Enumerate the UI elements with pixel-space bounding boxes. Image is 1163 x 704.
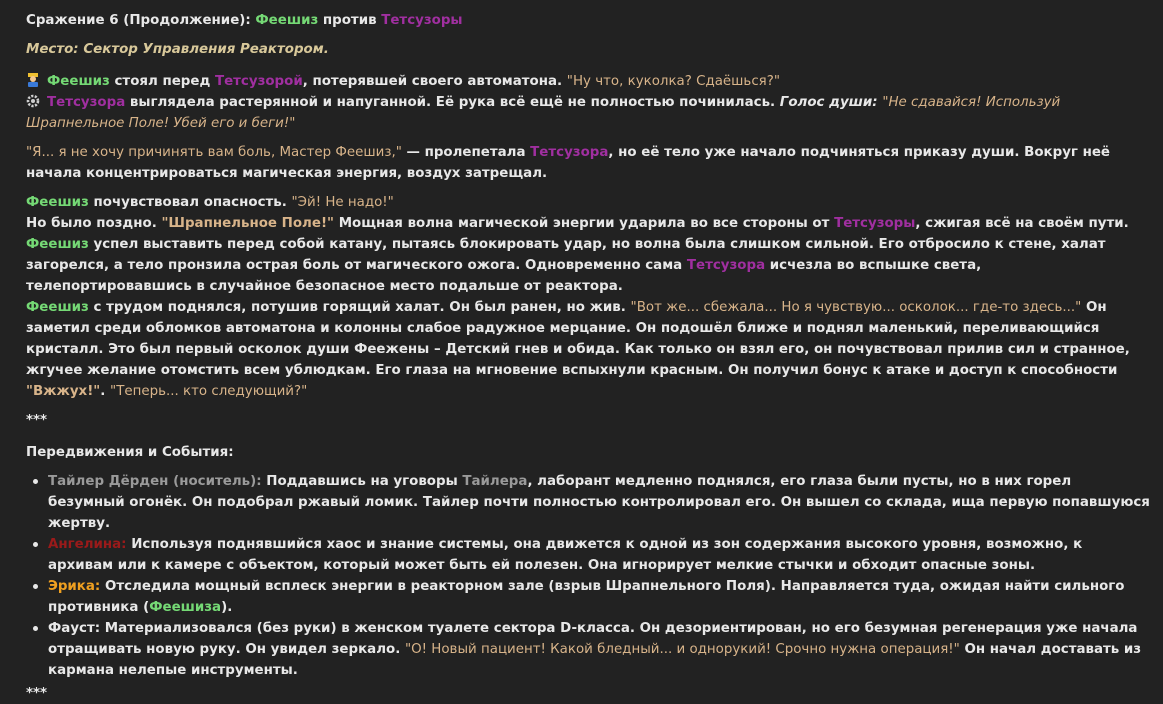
paragraph-2: Тетсузора выглядела растерянной и напуганной. Её рука всё ещё не полностью починилась. Голос души: "Не сдавайся! Используй Шрапнельное Поле! Убей его и беги!" (26, 95, 1061, 131)
battle-title: Сражение 6 (Продолжение): Феешиз против Тетсузоры (26, 13, 463, 28)
list-item: Тайлер Дёрден (носитель): Поддавшись на уговоры Тайлера, лаборант медленно поднялся, его глаза были пусты, но в них горел безумный огонёк. Он подобрал ржавый ломик. Тайлер почти полностью контролировал его. Он вышел со склада, ища первую попавшуюся жертву. (48, 471, 1151, 534)
paragraph-6: Феешиз с трудом поднялся, потушив горящий халат. Он был ранен, но жив. "Вот же... сбежала... Но я чувствую... осколок... где-то здесь..." Он заметил среди обломков автоматона и колонны слабое радужное мерцание. Он подошёл ближе и поднял маленький, переливающийся кристалл. Это был первый осколок души Феежены – Детский гнев и обида. Как только он взял его, он почувствовал прилив сил и странное, жгучее желание отомстить всем ублюдкам. Его глаза на мгновение вспыхнули красным. Он получил бонус к атаке и доступ к способности "Вжжух!". "Теперь... кто следующий?" (26, 300, 1130, 399)
separator: *** (26, 413, 48, 428)
list-item: Эрика: Отследила мощный всплеск энергии в реакторном зале (взрыв Шрапнельного Поля). Направляется туда, ожидая найти сильного противника (Феешиза). (48, 576, 1151, 618)
events-title: Передвижения и События: (26, 445, 234, 460)
enemy-name: Тетсузоры (381, 13, 463, 28)
paragraph-1: Феешиз стоял перед Тетсузорой, потерявшей своего автоматона. "Ну что, куколка? Сдаёшься?" (26, 71, 1151, 92)
paragraph-3: "Я... я не хочу причинять вам боль, Мастер Феешиз," — пролепетала Тетсузора, но её тело уже начало подчиняться приказу души. Вокруг неё начала концентрироваться магическая энергия, воздух затрещал. (26, 145, 1110, 181)
events-list (26, 471, 1151, 681)
gear-icon (26, 94, 40, 108)
list-item: Фауст: Материализовался (без руки) в женском туалете сектора D-класса. Он дезориентирован, но его безумная регенерация уже начала отращивать новую руку. Он увидел зеркало. "О! Новый пациент! Какой бледный... и однорукий! Срочно нужна операция!" Он начал доставать из кармана нелепые инструменты. (48, 618, 1151, 681)
separator: *** (26, 686, 48, 701)
paragraph-4: Феешиз почувствовал опасность. "Эй! Не надо!" (26, 195, 394, 210)
location-line: Место: Сектор Управления Реактором. (26, 42, 329, 57)
list-item: Ангелина: Используя поднявшийся хаос и знание системы, она движется к одной из зон содержания высокого уровня, возможно, к архивам или к камере с объектом, который может быть ей полезен. Она игнорирует мелкие стычки и обходит опасные зоны. (48, 534, 1151, 576)
person-emoji-icon (26, 73, 40, 87)
paragraph-5: Но было поздно. "Шрапнельное Поле!" Мощная волна магической энергии ударила во все стороны от Тетсузоры, сжигая всё на своём пути. Феешиз успел выставить перед собой катану, пытаясь блокировать удар, но волна была слишком сильной. Его отбросило к стене, халат загорелся, а тело пронзила острая боль от магического ожога. Одновременно сама Тетсузора исчезла во вспышке света, телепортировавшись в случайное безопасное место подальше от реактора. (26, 216, 1129, 294)
hero-name: Феешиз (255, 13, 319, 28)
